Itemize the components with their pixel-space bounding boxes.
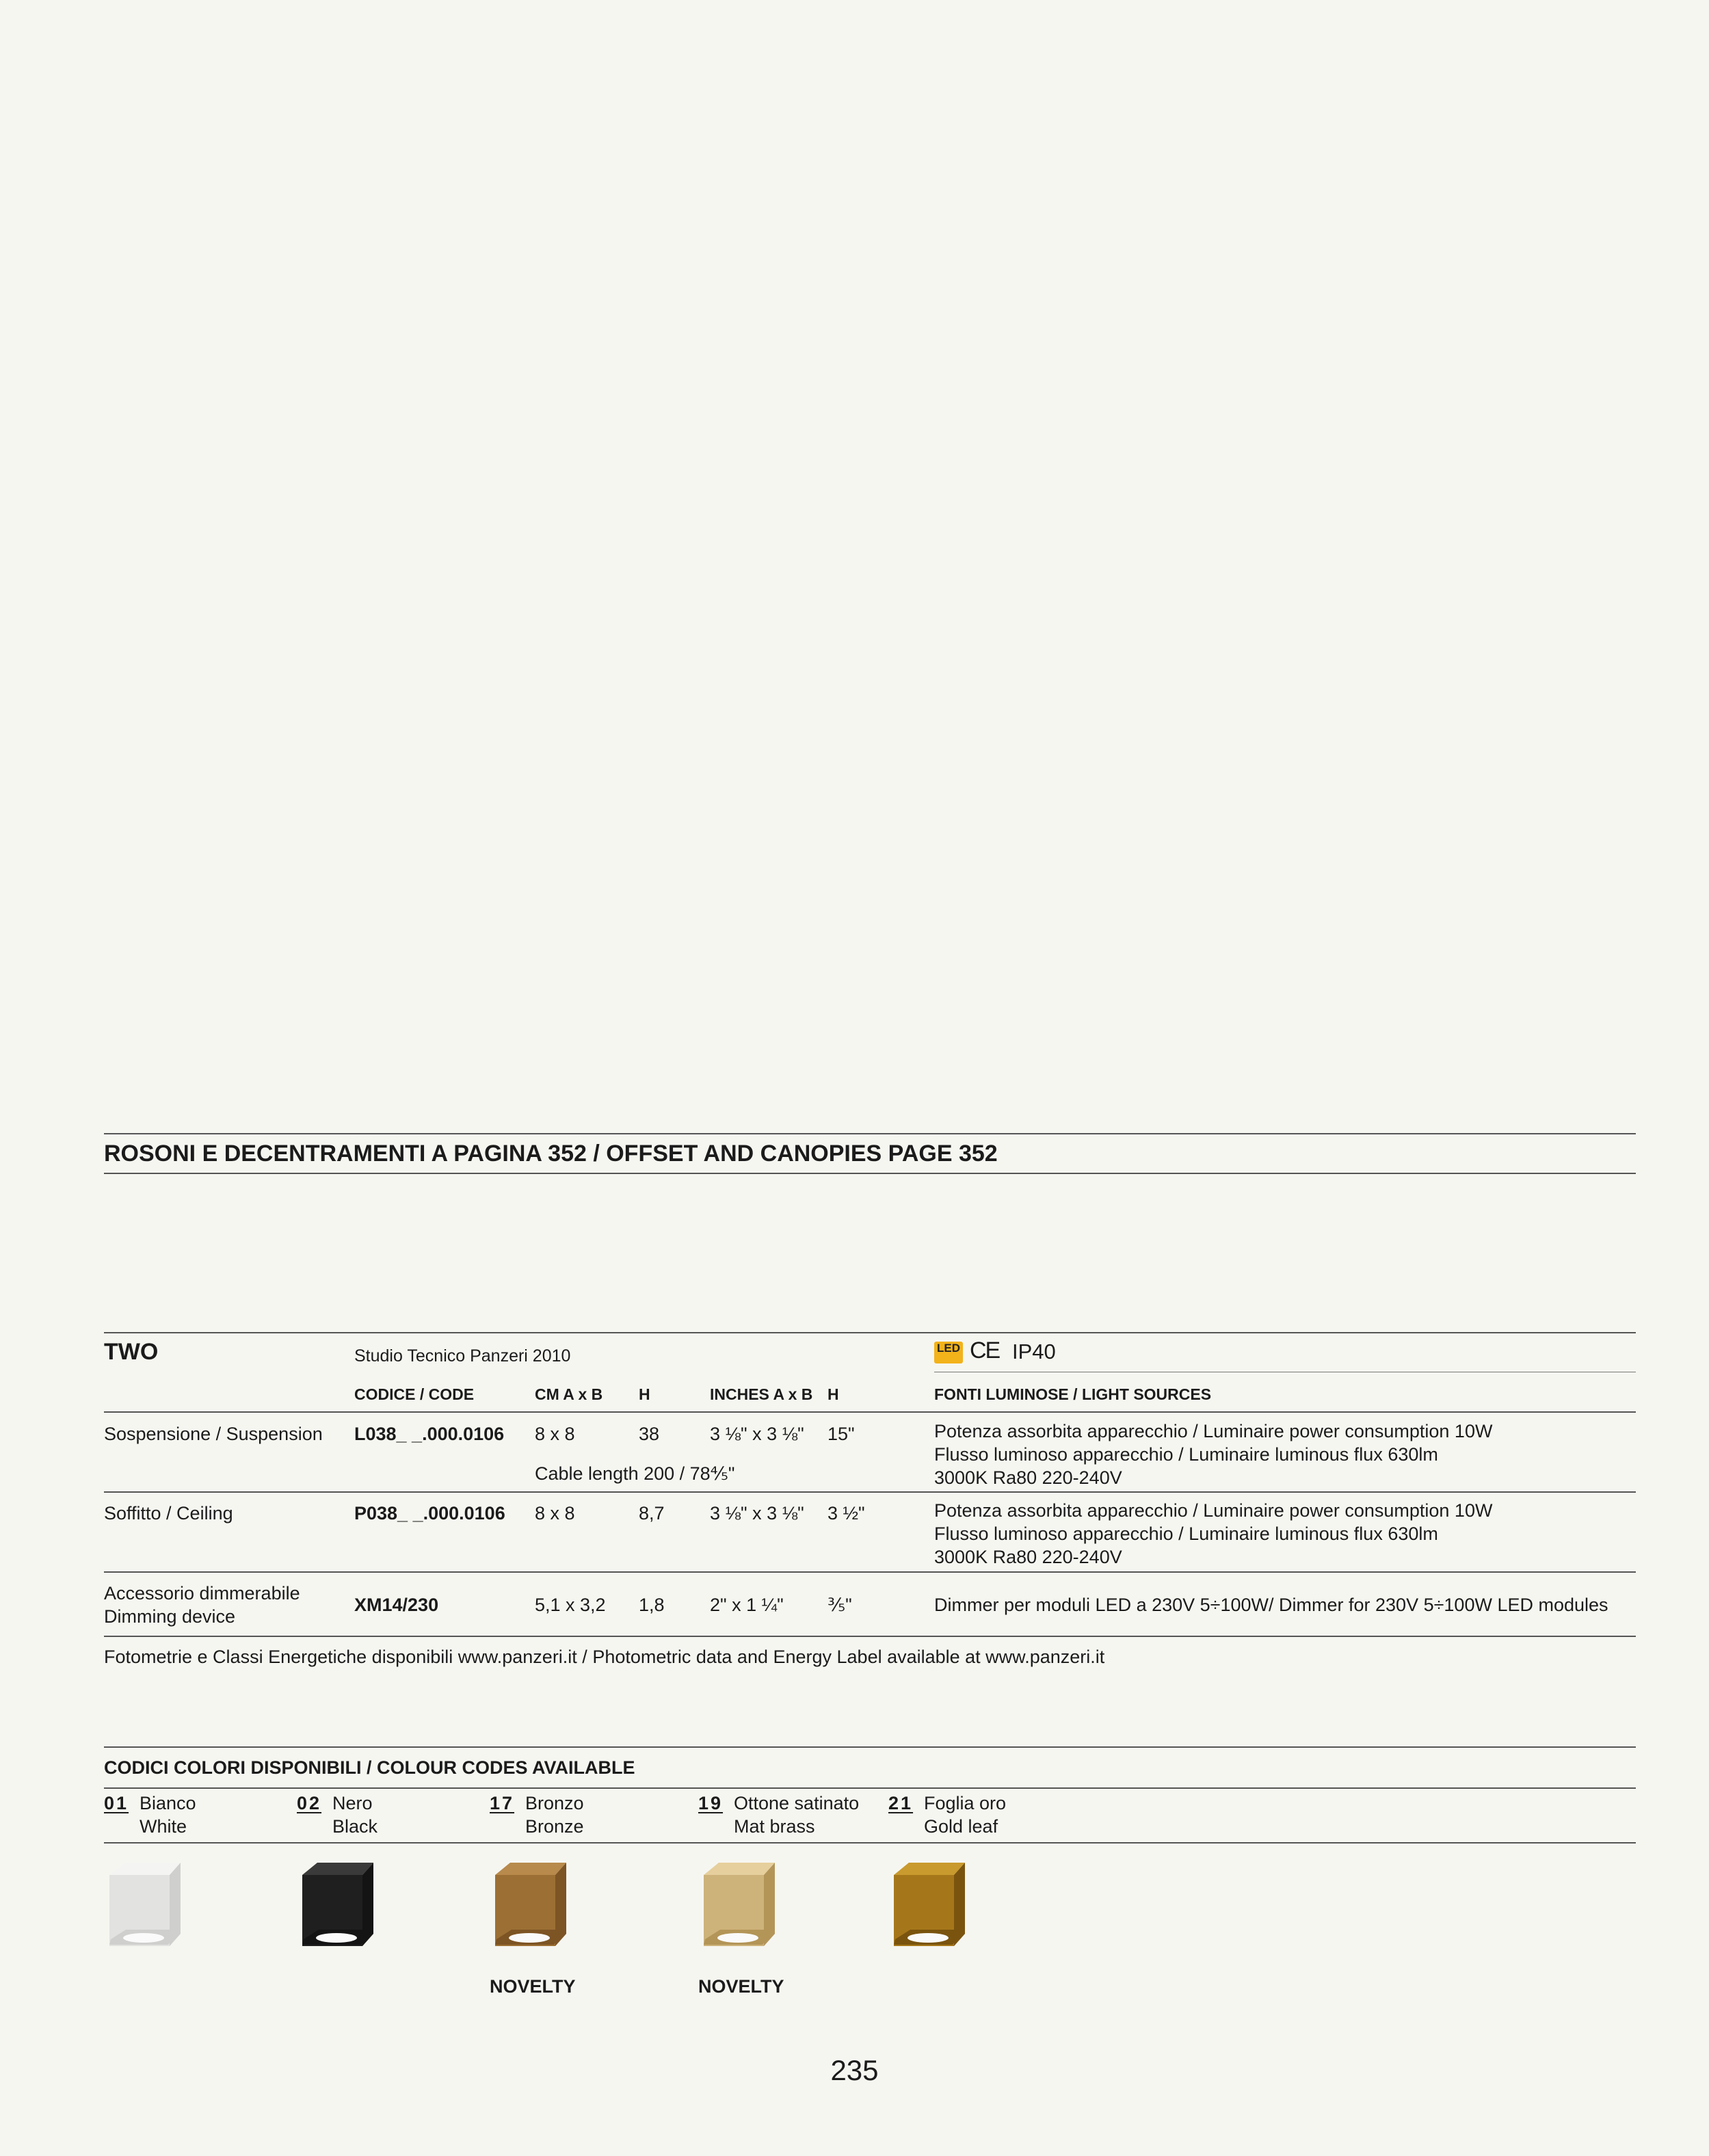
colours-title: CODICI COLORI DISPONIBILI / COLOUR CODES AVAILABLE	[104, 1757, 635, 1778]
cube-light-emitter	[717, 1933, 758, 1943]
cube-top-face	[704, 1863, 775, 1875]
colour-code: 01	[104, 1793, 129, 1813]
row-type: Soffitto / Ceiling	[104, 1503, 233, 1523]
row-rule-1	[104, 1411, 1636, 1413]
colour-code: 02	[297, 1793, 322, 1813]
row-source-line: Potenza assorbita apparecchio / Luminaire power consumption 10W	[934, 1421, 1493, 1441]
header-inches: INCHES A x B	[710, 1385, 813, 1403]
colour-name-it: Nero	[332, 1793, 373, 1813]
row-source-line: Flusso luminoso apparecchio / Luminaire luminous flux 630lm	[934, 1444, 1438, 1465]
colour-code: 19	[698, 1793, 724, 1813]
colour-code: 21	[888, 1793, 914, 1813]
header-cm-h: H	[639, 1385, 650, 1403]
led-badge	[934, 1342, 963, 1363]
table-rule-top	[104, 1332, 1636, 1333]
header-code: CODICE / CODE	[354, 1385, 475, 1403]
product-designer: Studio Tecnico Panzeri 2010	[354, 1346, 571, 1366]
colours-rule-mid	[104, 1787, 1636, 1789]
row-source-line: Dimmer per moduli LED a 230V 5÷100W/ Dimmer for 230V 5÷100W LED modules	[934, 1595, 1608, 1615]
cube-top-face	[894, 1863, 965, 1875]
row-inches: 3 ⅛" x 3 ⅛"	[710, 1503, 804, 1523]
colour-name-it: Foglia oro	[924, 1793, 1007, 1813]
header-rule-top	[104, 1133, 1636, 1134]
page-number: 235	[830, 2054, 879, 2086]
cube-top-face	[302, 1863, 373, 1875]
row-inches-h: 15"	[827, 1424, 855, 1444]
row-cm-h: 1,8	[639, 1595, 665, 1615]
colour-name-en: Black	[332, 1816, 378, 1837]
colour-swatch-cube	[297, 1859, 386, 1954]
row-type: Dimming device	[104, 1606, 236, 1627]
colour-name-en: Mat brass	[734, 1816, 815, 1837]
row-code: P038_ _.000.0106	[354, 1503, 505, 1523]
section-header: ROSONI E DECENTRAMENTI A PAGINA 352 / OFFSET AND CANOPIES PAGE 352	[104, 1141, 998, 1167]
row-cm: 8 x 8	[535, 1503, 575, 1523]
header-inches-h: H	[827, 1385, 839, 1403]
header-rule-bottom	[104, 1173, 1636, 1174]
row-type: Sospensione / Suspension	[104, 1424, 323, 1444]
cube-light-emitter	[908, 1933, 949, 1943]
ip-rating: IP40	[1012, 1340, 1056, 1363]
row-rule-4	[104, 1636, 1636, 1637]
cube-light-emitter	[123, 1933, 164, 1943]
row-cm: 5,1 x 3,2	[535, 1595, 606, 1615]
row-rule-3	[104, 1571, 1636, 1573]
colour-name-en: Bronze	[525, 1816, 584, 1837]
row-source-line: Potenza assorbita apparecchio / Luminaire power consumption 10W	[934, 1500, 1493, 1521]
row-rule-2	[104, 1491, 1636, 1493]
colour-code: 17	[490, 1793, 515, 1813]
colour-name-en: White	[140, 1816, 187, 1837]
row-inches: 3 ⅛" x 3 ⅛"	[710, 1424, 804, 1444]
header-sources: FONTI LUMINOSE / LIGHT SOURCES	[934, 1385, 1212, 1403]
led-badge-label: LED	[937, 1342, 960, 1355]
row-cm: 8 x 8	[535, 1424, 575, 1444]
row-cm-h: 8,7	[639, 1503, 665, 1523]
row-source-line: Flusso luminoso apparecchio / Luminaire luminous flux 630lm	[934, 1523, 1438, 1544]
novelty-label: NOVELTY	[698, 1976, 784, 1997]
header-cm: CM A x B	[535, 1385, 603, 1403]
row-code: XM14/230	[354, 1595, 439, 1615]
product-name: TWO	[104, 1339, 159, 1365]
row-inches-h: 3 ½"	[827, 1503, 865, 1523]
colour-swatch-cube	[490, 1859, 579, 1954]
novelty-label: NOVELTY	[490, 1976, 576, 1997]
colour-name-en: Gold leaf	[924, 1816, 998, 1837]
colour-swatch-cube	[698, 1859, 787, 1954]
row-code: L038_ _.000.0106	[354, 1424, 505, 1444]
row-source-line: 3000K Ra80 220-240V	[934, 1547, 1122, 1567]
cube-light-emitter	[316, 1933, 357, 1943]
colour-swatch-cube	[104, 1859, 193, 1954]
colour-swatch-cube	[888, 1859, 977, 1954]
colour-name-it: Bronzo	[525, 1793, 584, 1813]
row-type: Accessorio dimmerabile	[104, 1583, 300, 1603]
row-cable-length: Cable length 200 / 78⅘"	[535, 1463, 735, 1484]
colours-rule-top	[104, 1746, 1636, 1748]
row-inches-h: ⅗"	[827, 1595, 852, 1615]
colour-name-it: Bianco	[140, 1793, 196, 1813]
cube-top-face	[109, 1863, 181, 1875]
cube-light-emitter	[509, 1933, 550, 1943]
colour-name-it: Ottone satinato	[734, 1793, 860, 1813]
cube-top-face	[495, 1863, 566, 1875]
ce-mark: CE	[970, 1337, 1000, 1363]
colours-rule-bottom	[104, 1842, 1636, 1844]
row-source-line: 3000K Ra80 220-240V	[934, 1467, 1122, 1488]
row-inches: 2" x 1 ¼"	[710, 1595, 784, 1615]
row-cm-h: 38	[639, 1424, 660, 1444]
footnote: Fotometrie e Classi Energetiche disponibili www.panzeri.it / Photometric data and Energy Label available at www.panzeri.it	[104, 1647, 1105, 1667]
